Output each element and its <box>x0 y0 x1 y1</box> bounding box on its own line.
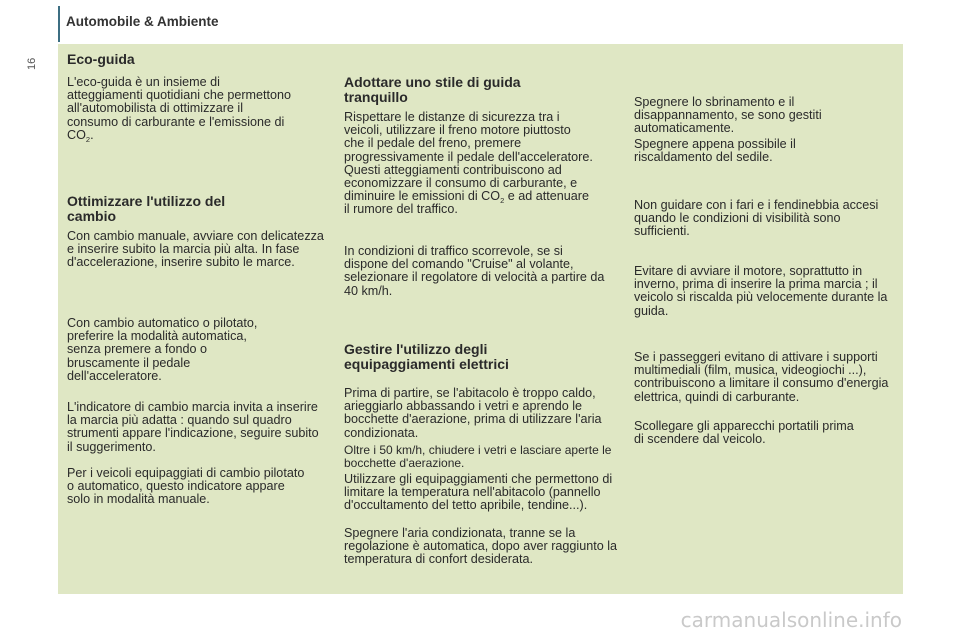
driving-style-heading: Adottare uno stile di guida tranquillo <box>344 74 521 105</box>
header-accent-bar <box>58 6 60 42</box>
section-title: Automobile & Ambiente <box>66 14 219 29</box>
gear-equipped-text: Per i veicoli equipaggiati di cambio pilotato o automatico, questo indicatore appare solo in modalità manuale. <box>67 466 305 507</box>
gear-indicator-text: L'indicatore di cambio marcia invita a inserire la marcia più adatta : quando sul quadro strumenti appare l'indicazione, seguire subito il suggerimento. <box>67 400 319 454</box>
seat-heating-text: Spegnere appena possibile il riscaldamento del sedile. <box>634 137 796 165</box>
eco-guida-text: L'eco-guida è un insieme di atteggiamenti quotidiani che permettono all'automobilista di ottimizzare il consumo di carburante e l'emissione di $CO_2$. <box>67 75 292 144</box>
page-number: 16 <box>26 57 38 70</box>
content-panel <box>58 44 903 594</box>
portable-devices-text: Scollegare gli apparecchi portatili prima di scendere dal veicolo. <box>634 419 854 447</box>
lights-text: Non guidare con i fari e i fendinebbia accesi quando le condizioni di visibilità sono sufficienti. <box>634 198 879 239</box>
electrical-text-1: Prima di partire, se l'abitacolo è troppo caldo, arieggiarlo abbassando i vetri e aprendo le bocchette d'aerazione, prima di utilizzare l'aria condizionata. <box>344 386 602 440</box>
gear-auto-text: Con cambio automatico o pilotato, preferire la modalità automatica, senza premere a fondo o bruscamente il pedale dell'acceleratore. <box>67 316 258 383</box>
engine-start-text: Evitare di avviare il motore, soprattutto in inverno, prima di inserire la prima marcia ; il veicolo si riscalda più velocemente durante la guida. <box>634 264 888 318</box>
eco-guida-heading: Eco-guida <box>67 51 135 67</box>
electrical-text-3: Utilizzare gli equipaggiamenti che permettono di limitare la temperatura nell'abitacolo (pannello d'occultamento del tetto apribile, tendine...). <box>344 472 613 513</box>
multimedia-text: Se i passeggeri evitano di attivare i supporti multimediali (film, musica, videogiochi ...), contribuiscono a limitare il consumo d'energia elettrica, quindi di carburante. <box>634 350 889 404</box>
electrical-text-4: Spegnere l'aria condizionata, tranne se la regolazione è automatica, dopo aver raggiunto la temperatura di confort desiderata. <box>344 526 618 567</box>
defrost-text: Spegnere lo sbrinamento e il disappannamento, se sono gestiti automaticamente. <box>634 95 822 136</box>
cruise-text: In condizioni di traffico scorrevole, se si dispone del comando "Cruise" al volante, selezionare il regolatore di velocità a partire da 40 km/h. <box>344 244 605 298</box>
driving-style-text: Rispettare le distanze di sicurezza tra i veicoli, utilizzare il freno motore piuttosto che il pedale del freno, premere progressivamente il pedale dell'acceleratore. Questi atteggiamenti contribuiscono ad economizzare il consumo di carburante, e diminuire le emissioni di $CO_2$ e ad attenuare il rumore del traffico. <box>344 110 593 217</box>
gear-heading: Ottimizzare l'utilizzo del cambio <box>67 193 226 224</box>
electrical-text-2: Oltre i 50 km/h, chiudere i vetri e lasciare aperte le bocchette d'aerazione. <box>344 443 612 471</box>
gear-manual-text: Con cambio manuale, avviare con delicatezza e inserire subito la marcia più alta. In fase d'accelerazione, inserire subito le marce. <box>67 229 324 270</box>
electrical-heading: Gestire l'utilizzo degli equipaggiamenti elettrici <box>344 341 509 372</box>
watermark: carmanualsonline.info <box>680 608 902 632</box>
